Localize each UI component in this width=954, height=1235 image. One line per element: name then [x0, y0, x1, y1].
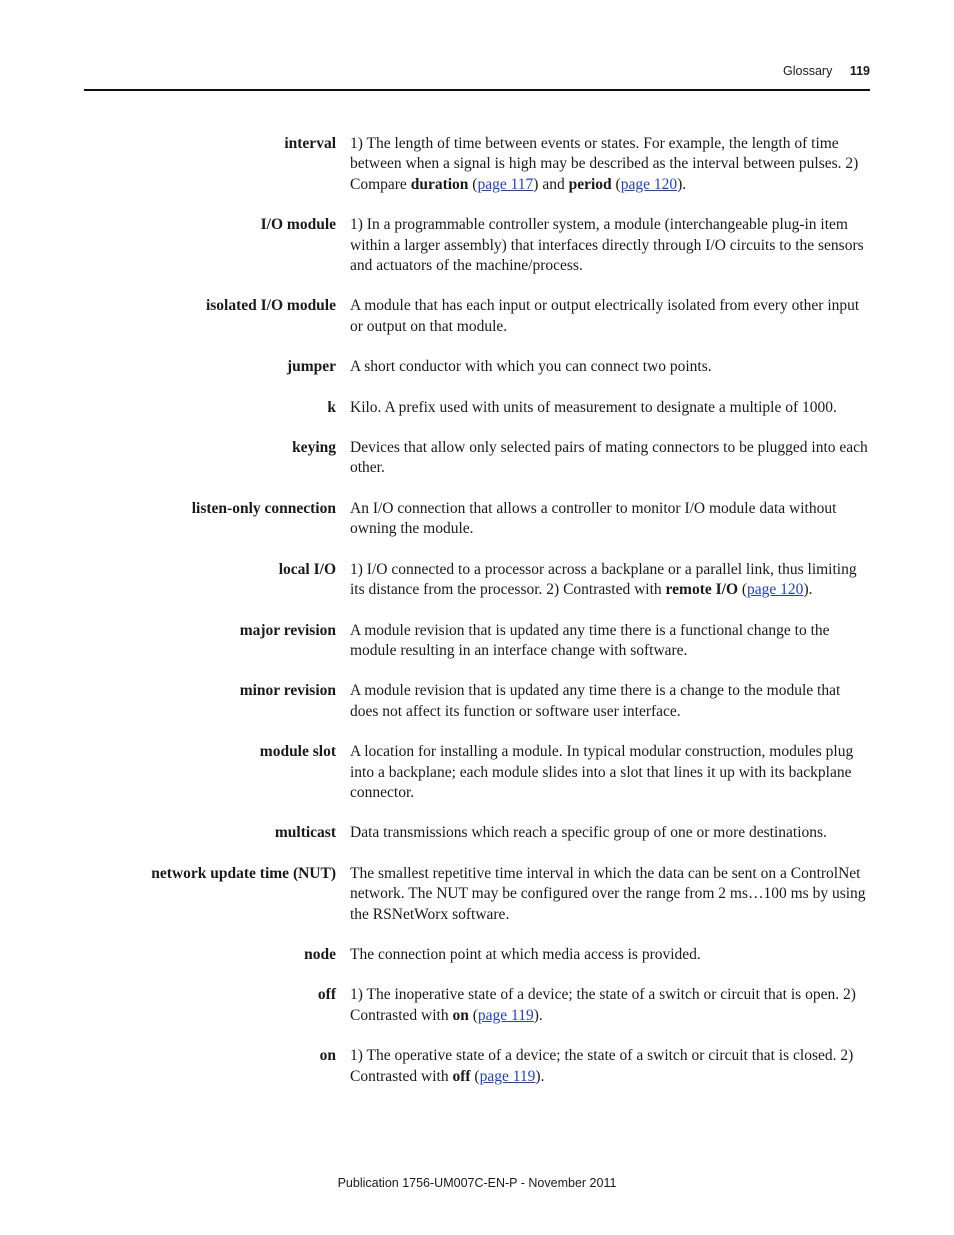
glossary-definition [350, 296, 870, 337]
glossary-entry [0, 296, 954, 337]
glossary-term: jumper [286, 358, 336, 376]
definition-text: 1) The length of time between events or states. For example, the length of time between when a signal is high may be described as the interval between pulses. 2) Compare [350, 135, 859, 193]
definition-text: ). [535, 1067, 545, 1085]
definition-text: ) and [533, 175, 569, 193]
definition-text: ( [611, 175, 621, 193]
glossary-term: off [317, 986, 336, 1004]
definition-text: A module that has each input or output electrically isolated from every other input or output on that module. [350, 297, 860, 335]
glossary-term: on [319, 1047, 336, 1065]
publication-footer: Publication 1756-UM007C-EN-P - November 2011 [337, 1176, 617, 1190]
definition-text: ( [738, 581, 748, 599]
definition-text: ). [677, 175, 687, 193]
glossary-entry [0, 398, 954, 418]
glossary-entry [0, 681, 954, 722]
glossary-entry [0, 215, 954, 276]
glossary-term: interval [284, 135, 336, 152]
glossary-term: multicast [274, 824, 336, 842]
glossary-term: node [304, 945, 336, 963]
glossary-definition [350, 864, 870, 925]
glossary-definition [350, 985, 870, 1026]
page-reference-link[interactable]: page 120 [620, 175, 678, 193]
definition-text: 1) The operative state of a device; the state of a switch or circuit that is closed. 2) Contrasted with [350, 1047, 854, 1085]
definition-text: A module revision that is updated any time there is a change to the module that does not affect its function or software user interface. [350, 682, 841, 720]
definition-text: Devices that allow only selected pairs of mating connectors to be plugged into each other. [350, 439, 868, 477]
page-header [84, 64, 870, 84]
definition-text: A location for installing a module. In typical modular construction, modules plug into a backplane; each module slides into a slot that lines it up with its backplane connector. [350, 743, 854, 801]
header-rule [84, 89, 870, 91]
glossary-term: keying [292, 439, 336, 457]
definition-text: The connection point at which media access is provided. [350, 945, 701, 963]
glossary-term: major revision [239, 621, 336, 639]
glossary-entry [0, 864, 954, 925]
glossary-entry [0, 438, 954, 479]
glossary-definition [350, 215, 870, 276]
cross-reference-term: remote I/O [665, 581, 738, 599]
glossary-entry [0, 134, 954, 195]
glossary-definition [350, 681, 870, 722]
page-reference-link[interactable]: page 117 [477, 175, 534, 193]
definition-text: ). [803, 581, 813, 599]
glossary-entry [0, 985, 954, 1026]
definition-text: Data transmissions which reach a specific group of one or more destinations. [350, 824, 827, 842]
glossary-term: network update time (NUT) [151, 864, 336, 882]
glossary-definition [350, 945, 870, 965]
glossary-definition [350, 398, 870, 418]
definition-text: ( [470, 1067, 480, 1085]
definition-text: A module revision that is updated any time there is a functional change to the module resulting in an interface change with software. [350, 621, 830, 659]
glossary-definition [350, 823, 870, 843]
glossary-definition [350, 621, 870, 662]
glossary-entry [0, 945, 954, 965]
glossary-definition [350, 560, 870, 601]
glossary-entry [0, 357, 954, 377]
definition-text: ( [468, 1006, 478, 1024]
definition-text: The smallest repetitive time interval in which the data can be sent on a ControlNet network. The NUT may be configured over the range from 2 ms…100 ms by using the RSNetWorx software. [350, 864, 866, 923]
glossary-entry [0, 823, 954, 843]
glossary-entry [0, 560, 954, 601]
glossary-term: isolated I/O module [205, 297, 336, 315]
glossary-term: module slot [259, 743, 336, 761]
cross-reference-term: duration [410, 175, 469, 193]
glossary-definition [350, 134, 870, 195]
glossary-entry [0, 621, 954, 662]
cross-reference-term: period [568, 175, 612, 193]
glossary-definition [350, 1046, 870, 1087]
glossary-entry [0, 1046, 954, 1087]
section-title: Glossary [783, 64, 833, 78]
glossary-list [0, 134, 954, 1107]
page-reference-link[interactable]: page 119 [479, 1067, 536, 1085]
definition-text: Kilo. A prefix used with units of measurement to designate a multiple of 1000. [350, 398, 837, 416]
page-reference-link[interactable]: page 119 [477, 1006, 534, 1024]
page-reference-link[interactable]: page 120 [747, 581, 804, 599]
glossary-entry [0, 499, 954, 540]
definition-text: ( [468, 175, 478, 193]
glossary-term: local I/O [278, 560, 336, 578]
definition-text: A short conductor with which you can connect two points. [350, 358, 712, 376]
glossary-definition [350, 742, 870, 803]
glossary-term: I/O module [260, 216, 336, 234]
cross-reference-term: off [452, 1067, 471, 1085]
definition-text: An I/O connection that allows a controller to monitor I/O module data without owning the module. [350, 499, 837, 538]
glossary-term: k [327, 398, 336, 416]
cross-reference-term: on [452, 1006, 469, 1024]
definition-text: ). [533, 1006, 543, 1024]
glossary-term: minor revision [239, 682, 336, 700]
definition-text: 1) In a programmable controller system, a module (interchangeable plug-in item within a larger assembly) that interfaces directly through I/O circuits to the sensors and actuators of the machine/process. [350, 216, 864, 275]
definition-text: 1) I/O connected to a processor across a backplane or a parallel link, thus limiting its distance from the processor. 2) Contrasted with [350, 560, 857, 599]
glossary-definition [350, 499, 870, 540]
glossary-definition [350, 357, 870, 377]
glossary-definition [350, 438, 870, 479]
glossary-term: listen-only connection [191, 499, 336, 517]
definition-text: 1) The inoperative state of a device; the state of a switch or circuit that is open. 2) Contrasted with [350, 986, 856, 1024]
glossary-entry [0, 742, 954, 803]
page-number: 119 [849, 64, 870, 78]
